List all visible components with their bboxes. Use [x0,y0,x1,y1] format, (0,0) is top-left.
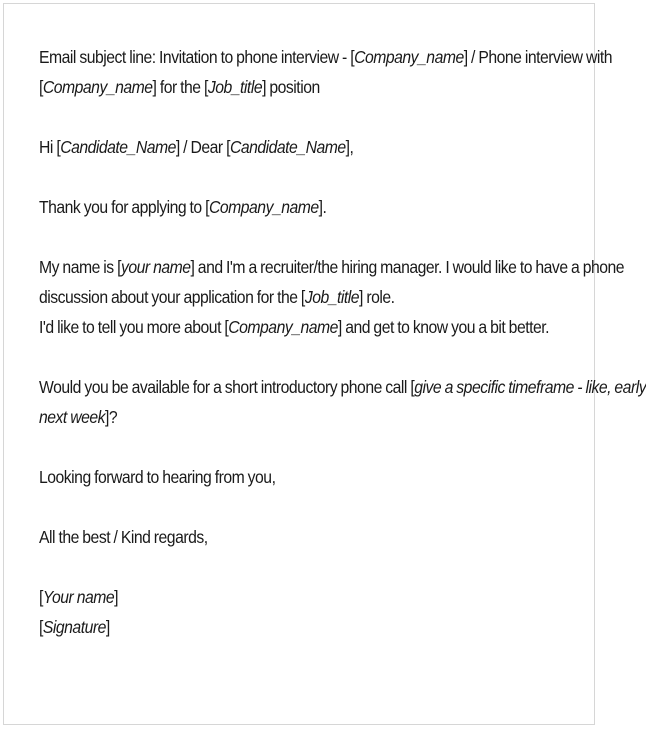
your-name-placeholder: Your name [42,587,115,607]
sender-name-line: [Your name] [39,587,119,607]
candidate-name-placeholder: Candidate_Name [229,137,346,157]
job-title-placeholder: Job_title [207,77,263,97]
thanks-paragraph: Thank you for applying to [Company_name]. [39,197,327,217]
intro-line-1: My name is [your name] and I'm a recruiter/the hiring manager. I would like to have a phone [39,257,625,277]
signature-line: [Signature] [39,617,110,637]
candidate-name-placeholder: Candidate_Name [60,137,176,157]
signature-placeholder: Signature [42,617,106,637]
email-body [39,42,646,642]
job-title-placeholder: Job_title [304,287,360,307]
timeframe-placeholder: give a specific timeframe - like, early [414,377,646,397]
intro-paragraph [39,252,625,342]
company-name-placeholder: Company_name [42,77,153,97]
email-template-document [3,3,646,725]
availability-line-1: Would you be available for a short introductory phone call [give a specific timeframe - like, early [39,377,646,397]
your-name-placeholder: your name [120,257,191,277]
company-name-placeholder: Company_name [209,197,319,217]
company-name-placeholder: Company_name [354,47,464,67]
signature-block [39,582,530,642]
intro-line-3: I'd like to tell you more about [Company_name] and get to know you a bit better. [39,317,550,337]
subject-line-2: [Company_name] for the [Job_title] position [39,77,320,97]
timeframe-placeholder-continued: next week [39,407,106,427]
greeting: Hi [Candidate_Name] / Dear [Candidate_Name], [39,137,354,157]
subject-line [39,42,613,102]
intro-line-2: discussion about your application for the [Job_title] role. [39,287,395,307]
company-name-placeholder: Company_name [228,317,338,337]
subject-line-1: Email subject line: Invitation to phone interview - [Company_name] / Phone interview with [39,47,613,67]
regards-line: All the best / Kind regards, [39,527,208,547]
availability-line-2: next week]? [39,407,118,427]
looking-forward-line: Looking forward to hearing from you, [39,467,276,487]
availability-paragraph [39,372,646,432]
